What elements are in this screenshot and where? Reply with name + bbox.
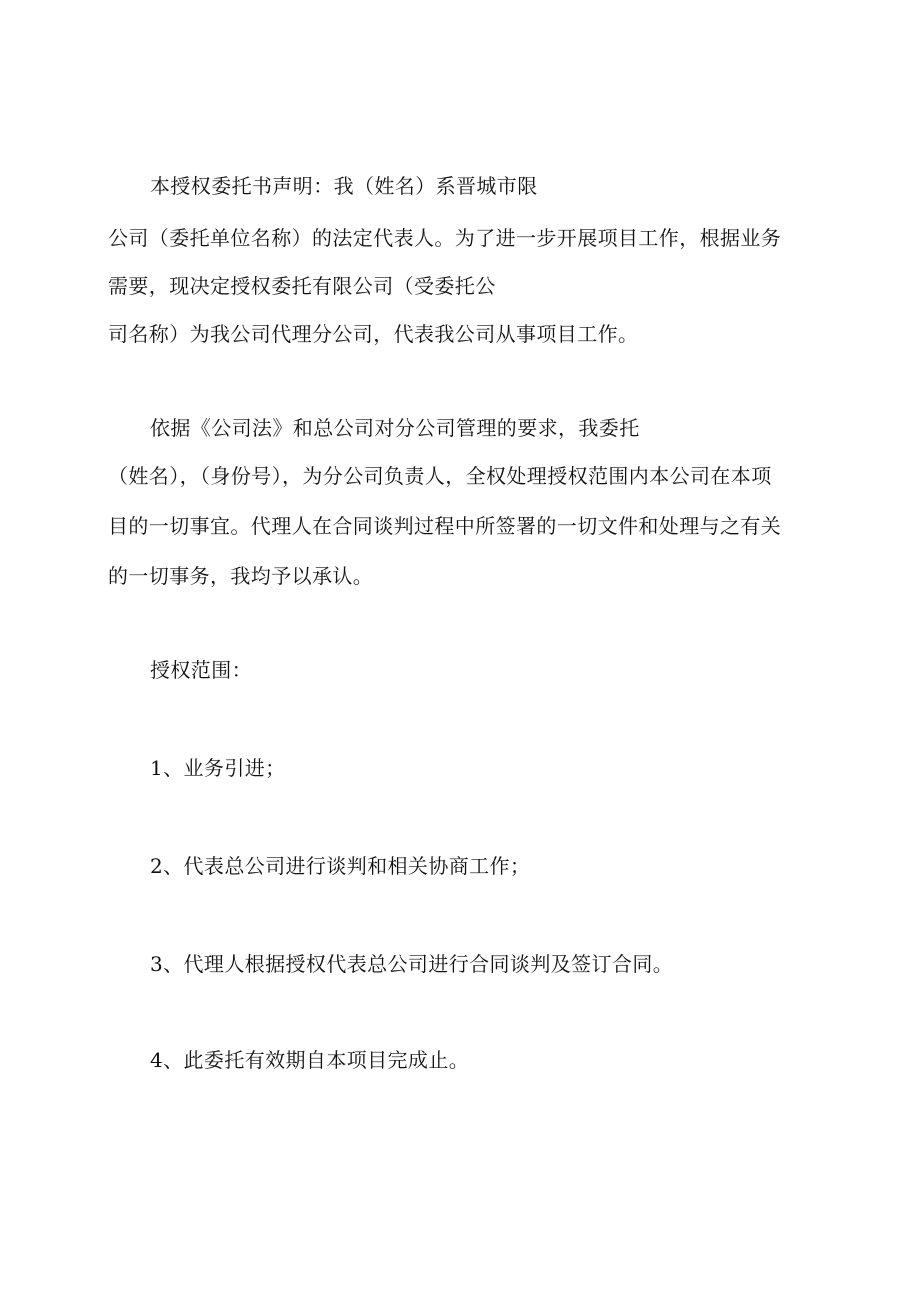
scope-item-1: 1、业务引进； <box>150 756 286 780</box>
scope-heading: 授权范围： <box>150 658 252 682</box>
scope-item-3: 3、代理人根据授权代表总公司进行合同谈判及签订合同。 <box>150 952 674 976</box>
paragraph-1-line-4: 司名称）为我公司代理分公司，代表我公司从事项目工作。 <box>108 322 639 346</box>
paragraph-2-line-3: 目的一切事宜。代理人在合同谈判过程中所签署的一切文件和处理与之有关 <box>108 514 782 538</box>
paragraph-1-line-2: 公司（委托单位名称）的法定代表人。为了进一步开展项目工作，根据业务 <box>108 226 782 250</box>
scope-item-4: 4、此委托有效期自本项目完成止。 <box>150 1048 470 1072</box>
paragraph-2-line-4: 的一切事务，我均予以承认。 <box>108 564 374 588</box>
paragraph-1-line-1: 本授权委托书声明：我（姓名）系晋城市限 <box>150 174 538 198</box>
paragraph-2-line-1: 依据《公司法》和总公司对分公司管理的要求，我委托 <box>150 416 640 440</box>
scope-item-2: 2、代表总公司进行谈判和相关协商工作； <box>150 854 531 878</box>
paragraph-2-line-2: （姓名），（身份号），为分公司负责人，全权处理授权范围内本公司在本项 <box>108 464 772 488</box>
paragraph-1-line-3: 需要，现决定授权委托有限公司（受委托公 <box>108 274 496 298</box>
